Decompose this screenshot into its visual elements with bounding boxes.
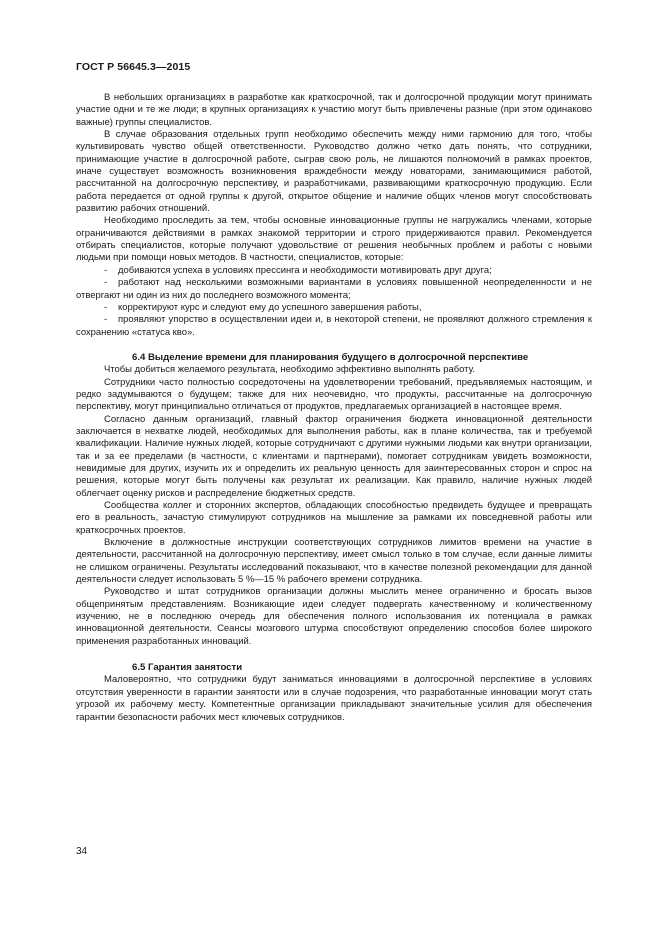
paragraph: Сообщества коллег и сторонних экспертов, обладающих способностью предвидеть будущее и превращать его в реальность, зачастую стимулируют сотрудников на мышление за рамками их повседневной работы или краткосрочных проектов. [76,500,592,536]
paragraph: Руководство и штат сотрудников организации должны мыслить менее ограниченно и бросать вызов общепринятым представлениям. Возникающие идеи следует подвергать качественному и количественному изучению, не в последнюю очередь для обеспечения полного использования их потенциала в рамках инновационной деятельности. Сеансы мозгового штурма способствуют определению способов более широкого применения разработанных инноваций. [76,586,592,647]
section-heading-6-4: 6.4 Выделение времени для планирования будущего в долгосрочной перспективе [132,351,529,363]
list-item: - корректируют курс и следуют ему до успешного завершения работы, [104,301,422,313]
paragraph: В случае образования отдельных групп необходимо обеспечить между ними гармонию для того, чтобы культивировать чувство общей ответственности. Руководство должно четко дать понять, что сотрудники, принимающие участие в долгосрочной работе, сыграв свою роль, не лишаются полномочий в рамках проектов, иначе существует возможность возникновения враждебности между новаторами, занимающимися работой, рассчитанной на долгосрочную перспективу, и разработчиками, развивающими краткосрочную продукцию. Если работа передается от одной группы к другой, открытое общение и наличие общих членов могут способствовать развитию рабочих отношений. [76,129,592,215]
list-item: - добиваются успеха в условиях прессинга и необходимости мотивировать друг друга; [104,264,492,276]
dash-marker: - [104,277,108,289]
dash-marker: - [104,301,108,313]
paragraph: Чтобы добиться желаемого результата, необходимо эффективно выполнять работу. [104,364,475,376]
paragraph: Сотрудники часто полностью сосредоточены на удовлетворении требований, предъявляемых настоящим, и редко задумываются о будущем; также для них неочевидно, что продукты, рассчитанные на долгосрочную перспективу, могут принципиально отличаться от продуктов, предлагаемых организацией в настоящее время. [76,376,592,413]
paragraph: Согласно данным организаций, главный фактор ограничения бюджета инновационной деятельности заключается в нехватке людей, необходимых для выполнения работы, как в плане количества, так и требуемой квалификации. Наличие нужных людей, которые сотрудничают с другими нужными людьми как внутри организации, так и за ее пределами (в частности, с клиентами и партнерами), помогает сотрудникам увидеть возможности, невидимые для других, изучить их и определить их реальную ценность для заинтересованных сторон и спрос на решения, которые могут быть получены как результат их реализации. Как правило, наличие нужных людей облегчает оценку рисков и распределение бюджетных средств. [76,413,592,499]
page-number: 34 [76,846,88,857]
criteria-list [76,265,592,339]
main-text [76,92,592,724]
dash-marker: - [104,314,108,326]
document-code-header: ГОСТ Р 56645.3—2015 [76,61,191,73]
dash-marker: - [104,264,108,276]
list-item: - работают над несколькими возможными вариантами в условиях повышенной неопределенности и не отвергают ни один из них до последнего возможного момента; [76,277,592,301]
paragraph: Необходимо проследить за тем, чтобы основные инновационные группы не нагружались членами, которые ограничиваются действиями в рамках знакомой территории и строго придерживаются правил. Рекомендуется отбирать специалистов, которые получают удовольствие от решения необычных проблем и работы с новыми людьми при помощи новых методов. В частности, специалистов, которые: [76,215,592,264]
paragraph: В небольших организациях в разработке как краткосрочной, так и долгосрочной продукции могут принимать участие одни и те же люди; в крупных организациях к участию могут быть привлечены разные (при этом одинаково важные) группы специалистов. [76,92,592,128]
paragraph: Маловероятно, что сотрудники будут заниматься инновациями в долгосрочной перспективе в условиях отсутствия уверенности в гарантии занятости или в случае подозрения, что разработанные инновации могут стать угрозой их рабочему месту. Компетентные организации прикладывают значительные усилия для обеспечения гарантии безопасности рабочих мест ключевых сотрудников. [76,674,592,723]
list-item: - проявляют упорство в осуществлении идеи и, в некоторой степени, не проявляют должного стремления к сохранению «статуса кво». [76,314,592,338]
paragraph: Включение в должностные инструкции соответствующих сотрудников лимитов времени на участие в деятельности, рассчитанной на долгосрочную перспективу, имеет смысл только в том случае, если данные лимиты не слишком ограничены. Результаты исследований показывают, что в качестве полезной рекомендации для данной деятельности следует использовать 5 %—15 % рабочего времени сотрудника. [76,537,592,586]
section-heading-6-5: 6.5 Гарантия занятости [132,662,243,674]
